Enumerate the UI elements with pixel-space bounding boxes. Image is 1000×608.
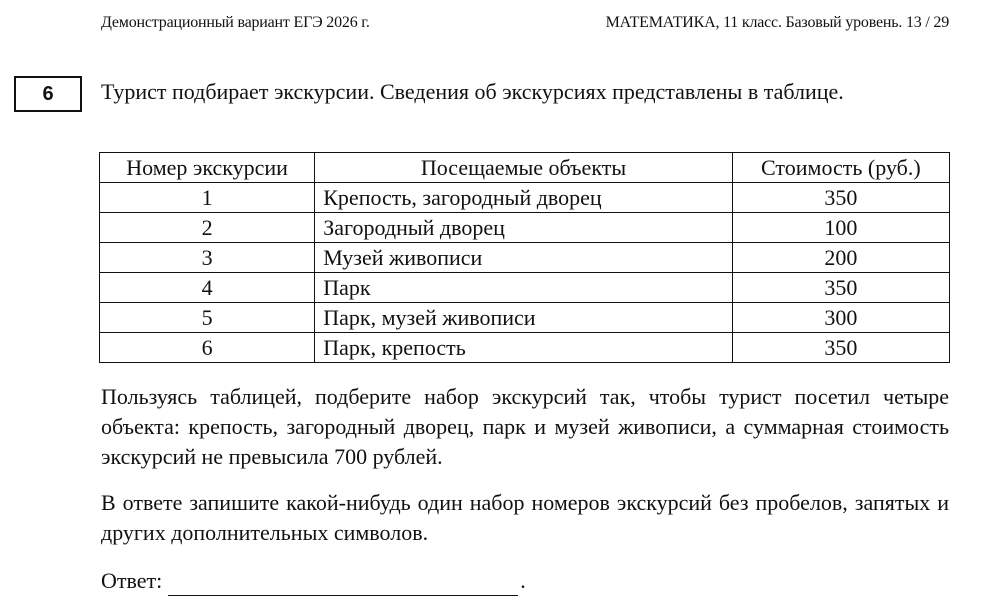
task-question: Пользуясь таблицей, подберите набор экскурсий так, чтобы турист посетил четыре объекта: крепость, загородный дворец, парк и музей живописи, а суммарная стоимость экскурсий не превысила 700 рублей. xyxy=(101,384,949,469)
answer-end-period: . xyxy=(520,568,526,593)
row-number: 2 xyxy=(100,213,315,243)
row-cost: 350 xyxy=(732,333,949,363)
row-number: 4 xyxy=(100,273,315,303)
header-subject-page: МАТЕМАТИКА, 11 класс. Базовый уровень. 13 / 29 xyxy=(605,14,949,31)
row-number: 5 xyxy=(100,303,315,333)
table-row xyxy=(100,273,950,303)
row-objects: Музей живописи xyxy=(315,243,732,273)
row-objects: Крепость, загородный дворец xyxy=(315,183,732,213)
page-header xyxy=(101,14,949,38)
table-row xyxy=(100,303,950,333)
row-objects: Загородный дворец xyxy=(315,213,732,243)
row-cost: 350 xyxy=(732,183,949,213)
row-number: 6 xyxy=(100,333,315,363)
header-number: Номер экскурсии xyxy=(100,153,315,183)
row-cost: 100 xyxy=(732,213,949,243)
row-number: 1 xyxy=(100,183,315,213)
task-intro: Турист подбирает экскурсии. Сведения об экскурсиях представлены в таблице. xyxy=(101,79,844,104)
task-number-box: 6 xyxy=(14,76,82,112)
row-cost: 350 xyxy=(732,273,949,303)
header-objects: Посещаемые объекты xyxy=(315,153,732,183)
table-row xyxy=(100,243,950,273)
answer-input-line[interactable] xyxy=(168,573,518,596)
table-row xyxy=(100,333,950,363)
row-objects: Парк, крепость xyxy=(315,333,732,363)
header-cost: Стоимость (руб.) xyxy=(732,153,949,183)
answer-row xyxy=(101,566,526,596)
row-objects: Парк, музей живописи xyxy=(315,303,732,333)
table-row xyxy=(100,183,950,213)
header-exam-title: Демонстрационный вариант ЕГЭ 2026 г. xyxy=(101,14,370,31)
table-row xyxy=(100,213,950,243)
row-cost: 300 xyxy=(732,303,949,333)
row-number: 3 xyxy=(100,243,315,273)
row-cost: 200 xyxy=(732,243,949,273)
row-objects: Парк xyxy=(315,273,732,303)
table-header-row xyxy=(100,153,950,183)
excursions-table xyxy=(99,152,950,363)
answer-label: Ответ: xyxy=(101,568,163,593)
task-instruction: В ответе запишите какой-нибудь один набор номеров экскурсий без пробелов, запятых и других дополнительных символов. xyxy=(101,490,949,545)
